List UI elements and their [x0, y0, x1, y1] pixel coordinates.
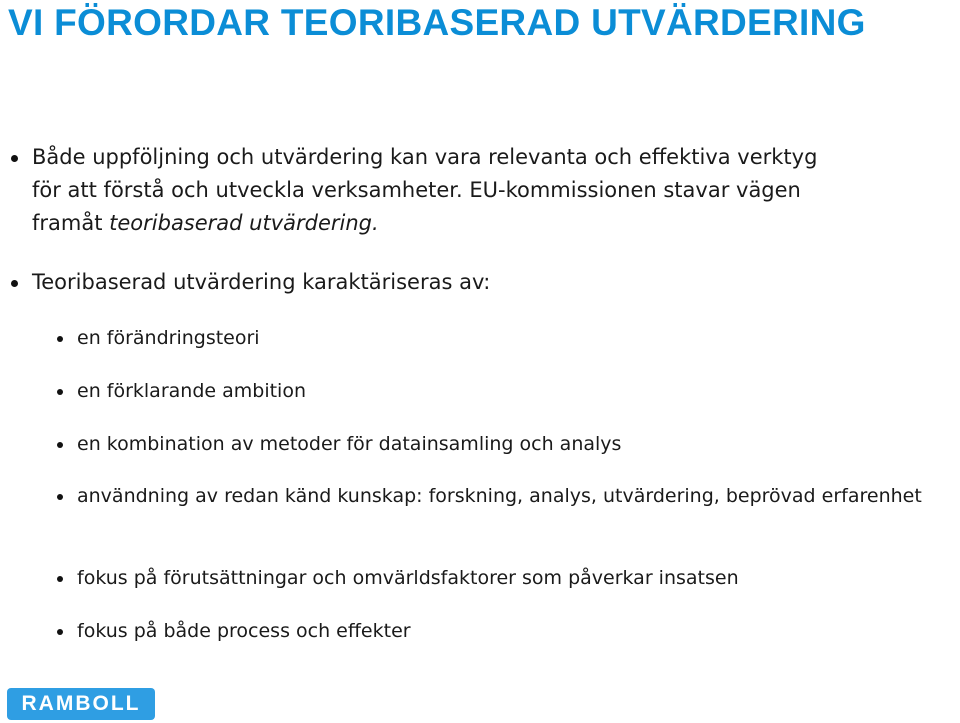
bullet-item-characteristics [32, 266, 957, 299]
sub-bullet-text: användning av redan känd kunskap: forskning, analys, utvärdering, beprövad erfarenhet [77, 485, 922, 507]
sub-bullet-item [77, 617, 952, 646]
sub-bullet-item [77, 324, 952, 353]
sub-bullet-dot [57, 629, 63, 635]
bullet-line-2: för att förstå och utveckla verksamheter. EU-kommissionen stavar vägen [32, 178, 801, 202]
bullet-line-3-emphasis: teoribaserad utvärdering. [109, 211, 379, 235]
sub-bullet-text: fokus på både process och effekter [77, 620, 411, 642]
bullet-dot [11, 280, 18, 287]
sub-bullet-text: en förklarande ambition [77, 380, 306, 402]
sub-bullet-text: fokus på förutsättningar och omvärldsfaktorer som påverkar insatsen [77, 567, 739, 589]
bullet-item-tools [32, 141, 957, 240]
sub-bullet-item [77, 564, 952, 593]
sub-bullet-text: en kombination av metoder för datainsamling och analys [77, 433, 622, 455]
sub-bullet-dot [57, 389, 63, 395]
ramboll-logo: RAMBOLL [7, 688, 155, 720]
sub-bullet-text: en förändringsteori [77, 327, 260, 349]
bullet-line-3-prefix: framåt [32, 211, 110, 235]
sub-bullet-item [77, 482, 952, 511]
sub-bullet-dot [57, 336, 63, 342]
bullet-line-1: Både uppföljning och utvärdering kan vara relevanta och effektiva verktyg [32, 145, 818, 169]
slide-title: VI FÖRORDAR TEORIBASERAD UTVÄRDERING [8, 2, 866, 43]
sub-bullet-dot [57, 576, 63, 582]
sub-bullet-item [77, 377, 952, 406]
bullet-dot [11, 155, 18, 162]
bullet-text: Teoribaserad utvärdering karaktäriseras av: [32, 270, 491, 294]
sub-bullet-dot [57, 494, 63, 500]
sub-bullet-item [77, 430, 952, 459]
sub-bullet-dot [57, 442, 63, 448]
